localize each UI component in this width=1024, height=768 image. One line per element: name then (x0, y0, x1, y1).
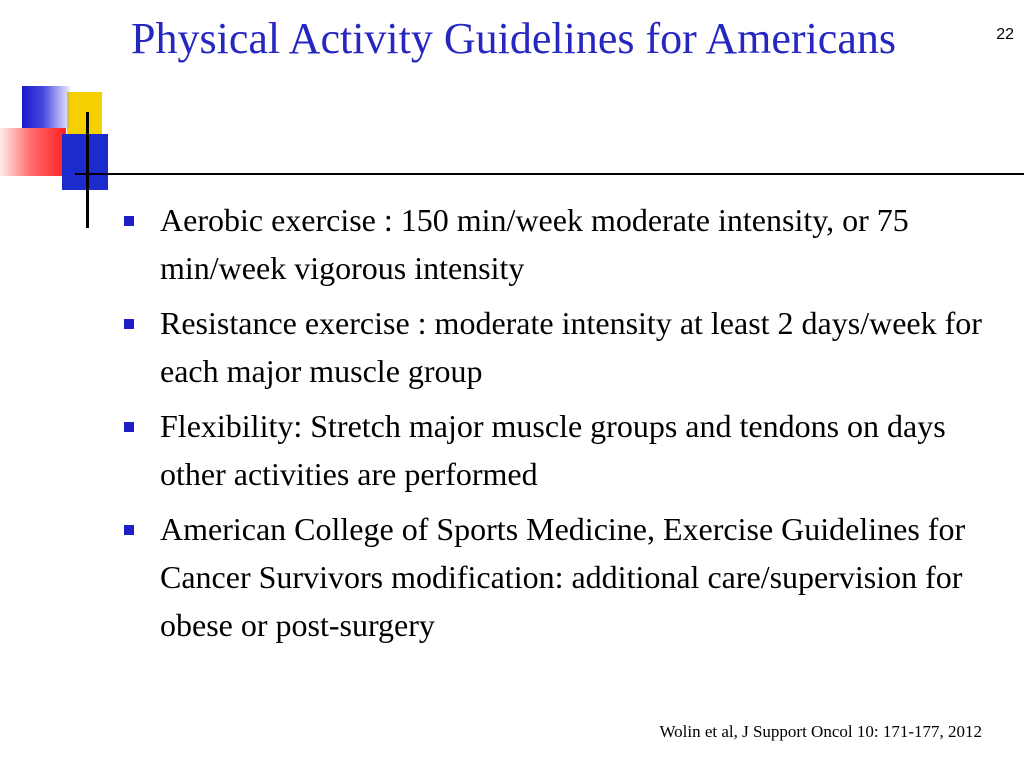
bullet-item (124, 196, 1004, 292)
decorative-yellow-square (67, 92, 102, 136)
decorative-red-gradient-square (0, 128, 66, 176)
decorative-blue-gradient-square (22, 86, 70, 128)
citation: Wolin et al, J Support Oncol 10: 171-177, 2012 (659, 722, 982, 741)
bullet-item (124, 299, 1004, 395)
slide-title: Physical Activity Guidelines for Americans (131, 14, 896, 63)
bullet-text: American College of Sports Medicine, Exercise Guidelines for Cancer Survivors modification: additional care/supervision for obese or post-surgery (160, 511, 966, 643)
bullet-list (124, 196, 1004, 656)
square-bullet-icon (124, 216, 134, 226)
square-bullet-icon (124, 319, 134, 329)
square-bullet-icon (124, 525, 134, 535)
bullet-text: Flexibility: Stretch major muscle groups and tendons on days other activities are performed (160, 408, 946, 492)
slide-number: 22 (996, 26, 1014, 43)
bullet-text: Resistance exercise : moderate intensity at least 2 days/week for each major muscle group (160, 305, 982, 389)
square-bullet-icon (124, 422, 134, 432)
bullet-item (124, 505, 1004, 649)
bullet-text: Aerobic exercise : 150 min/week moderate intensity, or 75 min/week vigorous intensity (160, 202, 909, 286)
decorative-blue-square (62, 134, 108, 190)
title-divider (75, 173, 1024, 175)
bullet-item (124, 402, 1004, 498)
decorative-vertical-line (86, 112, 89, 228)
